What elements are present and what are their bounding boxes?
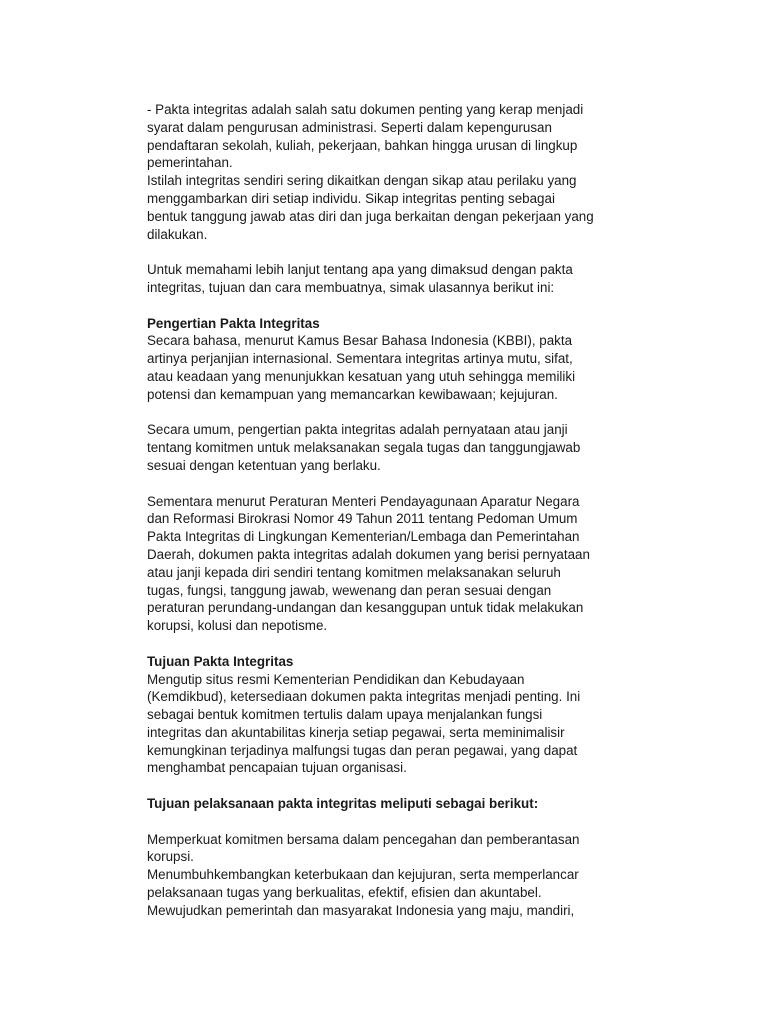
list-item: Mewujudkan pemerintah dan masyarakat Indonesia yang maju, mandiri, [147, 902, 575, 918]
text-line: menggambarkan diri setiap individu. Sikap integritas penting sebagai [147, 190, 555, 206]
text-line: integritas, tujuan dan cara membuatnya, simak ulasannya berikut ini: [147, 279, 555, 295]
list-item: Menumbuhkembangkan keterbukaan dan kejujuran, serta memperlancar [147, 867, 579, 883]
section-heading: Tujuan pelaksanaan pakta integritas meliputi sebagai berikut: [147, 796, 539, 812]
text-line: dan Reformasi Birokrasi Nomor 49 Tahun 2011 tentang Pedoman Umum [147, 511, 578, 527]
text-line: sebagai bentuk komitmen tertulis dalam upaya menjalankan fungsi [147, 707, 543, 723]
text-line: sesuai dengan ketentuan yang berlaku. [147, 457, 381, 473]
text-line: Untuk memahami lebih lanjut tentang apa yang dimaksud dengan pakta [147, 262, 573, 278]
text-line: pendaftaran sekolah, kuliah, pekerjaan, bahkan hingga urusan di lingkup [147, 137, 578, 153]
text-line: peraturan perundang-undangan dan kesanggupan untuk tidak melakukan [147, 600, 584, 616]
list-item: korupsi. [147, 849, 194, 865]
text-line: integritas dan akuntabilitas kinerja setiap pegawai, serta meminimalisir [147, 724, 565, 740]
list-item: pelaksanaan tugas yang berkualitas, efektif, efisien dan akuntabel. [147, 885, 542, 901]
text-line: artinya perjanjian internasional. Sementara integritas artinya mutu, sifat, [147, 351, 573, 367]
text-line: kemungkinan terjadinya malfungsi tugas dan peran pegawai, yang dapat [147, 742, 578, 758]
spacer [147, 475, 647, 493]
text-line: Pakta Integritas di Lingkungan Kementerian/Lembaga dan Pemerintahan [147, 529, 580, 545]
text-line: atau janji kepada diri sendiri tentang komitmen melaksanakan seluruh [147, 564, 561, 580]
text-line: dilakukan. [147, 226, 208, 242]
text-line: Sementara menurut Peraturan Menteri Pendayagunaan Aparatur Negara [147, 493, 580, 509]
text-line: syarat dalam pengurusan administrasi. Seperti dalam kepengurusan [147, 119, 552, 135]
section-heading: Tujuan Pakta Integritas [147, 653, 294, 669]
text-line: pemerintahan. [147, 155, 233, 171]
section-tujuan-pelaksanaan [147, 795, 647, 920]
text-line: tentang komitmen untuk melaksanakan segala tugas dan tanggungjawab [147, 440, 581, 456]
text-line: atau keadaan yang menunjukkan kesatuan yang utuh sehingga memiliki [147, 368, 576, 384]
section-heading: Pengertian Pakta Integritas [147, 315, 320, 331]
text-line: (Kemdikbud), ketersediaan dokumen pakta integritas menjadi penting. Ini [147, 689, 581, 705]
spacer [147, 404, 647, 422]
text-line: - Pakta integritas adalah salah satu dokumen penting yang kerap menjadi [147, 102, 584, 117]
text-line: tugas, fungsi, tanggung jawab, wewenang dan peran sesuai dengan [147, 582, 552, 598]
spacer [147, 635, 647, 653]
spacer [147, 297, 647, 315]
text-line: potensi dan kemampuan yang memancarkan kewibawaan; kejujuran. [147, 386, 558, 402]
text-line: menghambat pencapaian tujuan organisasi. [147, 760, 407, 776]
text-line: Daerah, dokumen pakta integritas adalah dokumen yang berisi pernyataan [147, 546, 590, 562]
spacer [147, 777, 647, 795]
text-line: korupsi, kolusi dan nepotisme. [147, 618, 328, 634]
intro-paragraph [147, 101, 647, 243]
section-tujuan [147, 653, 647, 778]
spacer [147, 243, 647, 261]
document-page [147, 101, 647, 920]
section-pengertian [147, 315, 647, 635]
list-item: Memperkuat komitmen bersama dalam pencegahan dan pemberantasan [147, 831, 580, 847]
text-line: bentuk tanggung jawab atas diri dan juga berkaitan dengan pekerjaan yang [147, 208, 594, 224]
text-line: Secara bahasa, menurut Kamus Besar Bahasa Indonesia (KBBI), pakta [147, 333, 573, 349]
text-line: Mengutip situs resmi Kementerian Pendidikan dan Kebudayaan [147, 671, 525, 687]
spacer [147, 813, 647, 831]
text-line: Istilah integritas sendiri sering dikaitkan dengan sikap atau perilaku yang [147, 173, 577, 189]
understanding-paragraph [147, 261, 647, 297]
text-line: Secara umum, pengertian pakta integritas adalah pernyataan atau janji [147, 422, 568, 438]
